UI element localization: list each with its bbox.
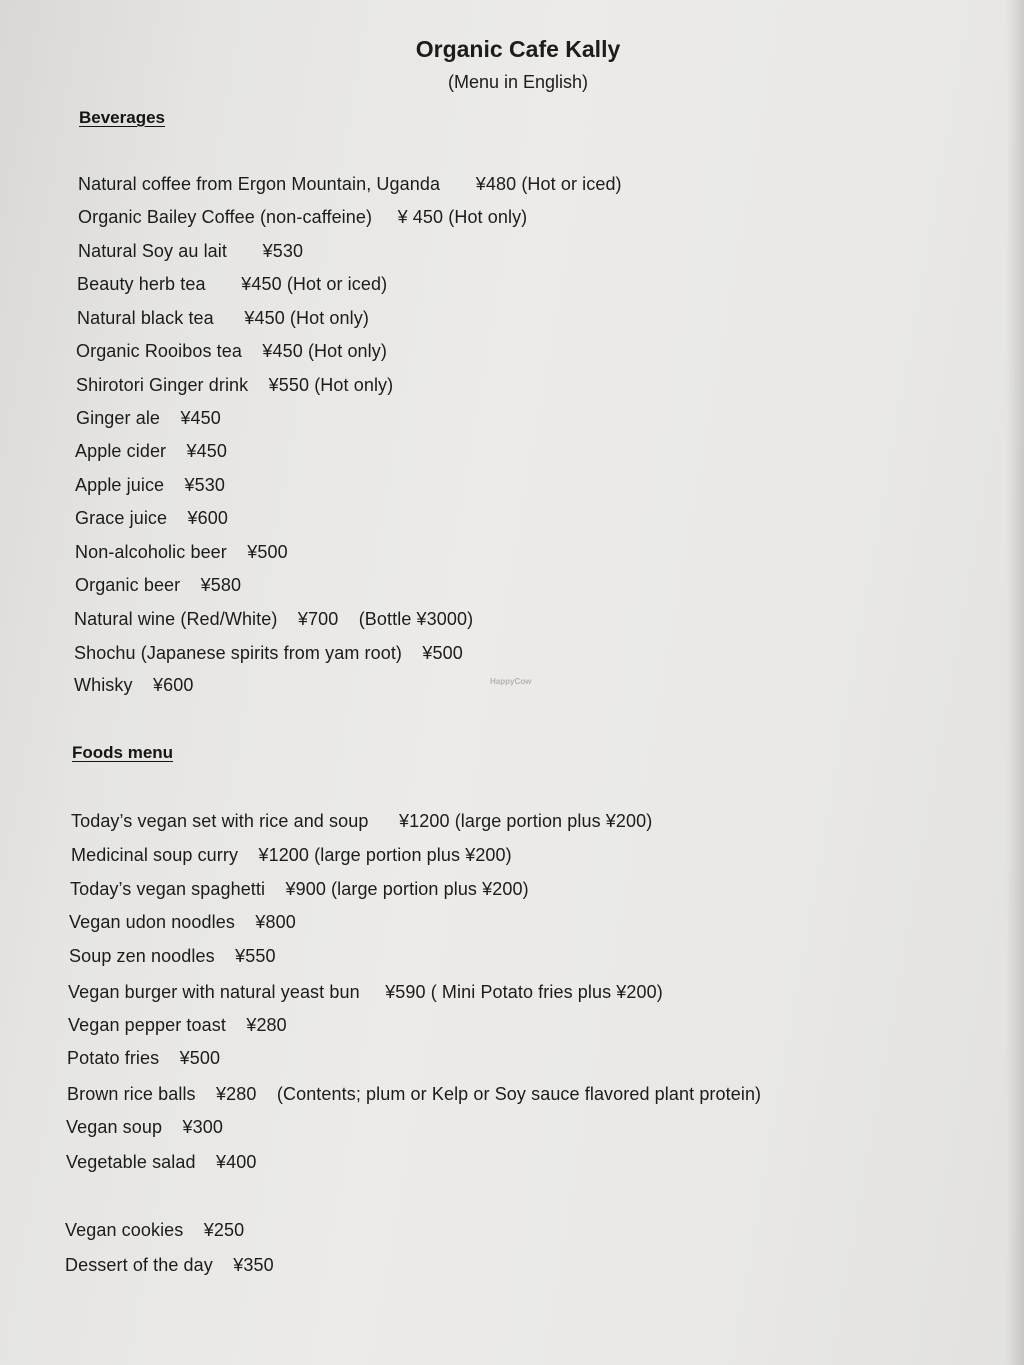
beverage-item: Apple juice ¥530 [75, 475, 226, 495]
food-item: Today’s vegan spaghetti ¥900 (large portion plus ¥200) [70, 879, 529, 899]
food-item: Today’s vegan set with rice and soup ¥1200 (large portion plus ¥200) [71, 811, 653, 831]
food-item: Vegan burger with natural yeast bun ¥590 ( Mini Potato fries plus ¥200) [68, 982, 663, 1002]
paper-edge-shadow [1006, 0, 1024, 1365]
menu-subtitle: (Menu in English) [447, 72, 589, 92]
beverage-item: Grace juice ¥600 [75, 508, 228, 528]
beverage-item: Natural coffee from Ergon Mountain, Uganda ¥480 (Hot or iced) [78, 174, 622, 194]
happycow-watermark: HappyCow [490, 677, 532, 686]
food-item: Soup zen noodles ¥550 [69, 946, 276, 966]
beverage-item: Organic Rooibos tea ¥450 (Hot only) [76, 341, 387, 361]
beverage-item: Organic beer ¥580 [75, 575, 242, 595]
beverage-item: Whisky ¥600 [74, 675, 194, 695]
section-heading-beverages: Beverages [79, 108, 166, 127]
beverage-item: Apple cider ¥450 [75, 441, 227, 461]
menu-title: Organic Cafe Kally [415, 36, 621, 62]
beverage-item: Natural black tea ¥450 (Hot only) [77, 308, 369, 328]
food-item: Vegetable salad ¥400 [66, 1152, 257, 1172]
beverage-item: Ginger ale ¥450 [76, 408, 221, 428]
beverage-item: Natural Soy au lait ¥530 [78, 241, 304, 261]
section-heading-foods: Foods menu [72, 743, 174, 762]
beverage-item: Beauty herb tea ¥450 (Hot or iced) [77, 274, 388, 294]
food-item: Vegan udon noodles ¥800 [69, 912, 296, 932]
beverage-item: Shirotori Ginger drink ¥550 (Hot only) [76, 375, 394, 395]
beverage-item: Natural wine (Red/White) ¥700 (Bottle ¥3000) [74, 609, 474, 629]
food-item: Vegan soup ¥300 [66, 1117, 223, 1137]
food-item: Potato fries ¥500 [67, 1048, 221, 1068]
food-item: Medicinal soup curry ¥1200 (large portion plus ¥200) [71, 845, 512, 865]
beverage-item: Organic Bailey Coffee (non-caffeine) ¥ 450 (Hot only) [78, 207, 528, 227]
beverage-item: Shochu (Japanese spirits from yam root) ¥500 [74, 643, 463, 663]
food-item: Vegan pepper toast ¥280 [68, 1015, 287, 1035]
food-item: Brown rice balls ¥280 (Contents; plum or Kelp or Soy sauce flavored plant protein) [67, 1084, 762, 1104]
beverage-item: Non-alcoholic beer ¥500 [75, 542, 288, 562]
food-item: Vegan cookies ¥250 [65, 1220, 245, 1240]
food-item: Dessert of the day ¥350 [65, 1255, 274, 1275]
